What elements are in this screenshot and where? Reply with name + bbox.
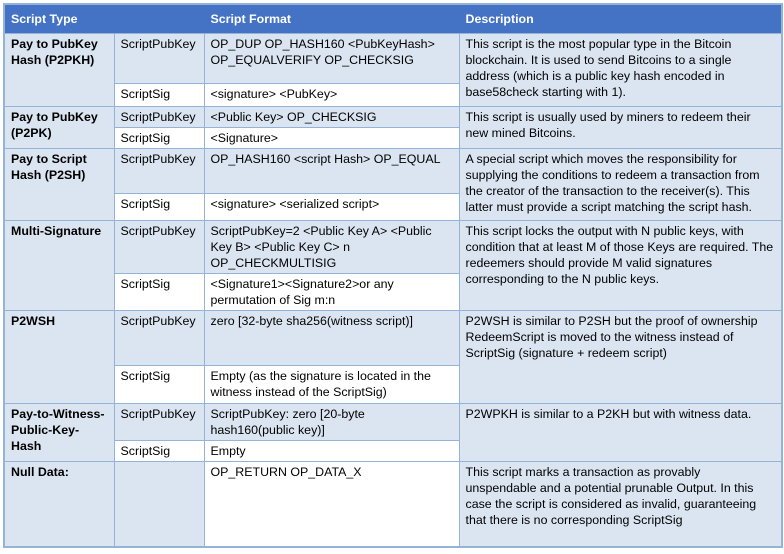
description-cell: This script is usually used by miners to redeem their new mined Bitcoins. — [459, 107, 782, 149]
script-label-cell: ScriptSig — [114, 441, 204, 462]
script-format-cell: OP_HASH160 <script Hash> OP_EQUAL — [204, 149, 459, 194]
table-row — [4, 404, 782, 441]
script-type-cell: Pay to PubKey (P2PK) — [4, 107, 114, 149]
script-label-cell: ScriptPubKey — [114, 311, 204, 366]
script-type-cell: Pay-to-Witness-Public-Key-Hash — [4, 404, 114, 462]
script-label-cell: ScriptSig — [114, 84, 204, 107]
description-cell: P2WSH is similar to P2SH but the proof of ownership RedeemScript is moved to the witness instead of ScriptSig (signature + redeem script) — [459, 311, 782, 404]
script-format-cell: <Signature> — [204, 128, 459, 149]
script-label-cell: ScriptSig — [114, 366, 204, 404]
description-cell: This script marks a transaction as provably unspendable and a potential prunable Output. In this case the script is considered as invalid, guaranteeing that there is no corresponding ScriptSig — [459, 462, 782, 547]
header-cell-script-type: Script Type — [4, 4, 114, 34]
script-label-cell: ScriptSig — [114, 194, 204, 221]
script-type-cell: Null Data: — [4, 462, 114, 547]
script-label-cell: ScriptPubKey — [114, 404, 204, 441]
table-header-row — [4, 4, 782, 34]
description-cell: This script is the most popular type in the Bitcoin blockchain. It is used to send Bitcoins to a single address (which is a public key hash encoded in base58check starting with 1). — [459, 34, 782, 107]
table-row — [4, 149, 782, 194]
script-label-cell: ScriptPubKey — [114, 221, 204, 274]
table-row — [4, 221, 782, 274]
script-type-cell: P2WSH — [4, 311, 114, 404]
header-cell-description: Description — [459, 4, 782, 34]
script-format-cell: <signature> <serialized script> — [204, 194, 459, 221]
script-label-cell — [114, 462, 204, 547]
table-row — [4, 107, 782, 128]
script-format-cell: <Signature1><Signature2>or any permutation of Sig m:n — [204, 274, 459, 311]
script-label-cell: ScriptPubKey — [114, 107, 204, 128]
script-format-cell: ScriptPubKey=2 <Public Key A> <Public Key B> <Public Key C> n OP_CHECKMULTISIG — [204, 221, 459, 274]
table-row — [4, 462, 782, 547]
script-format-cell: Empty — [204, 441, 459, 462]
description-cell: P2WPKH is similar to a P2KH but with witness data. — [459, 404, 782, 462]
table-row — [4, 34, 782, 84]
script-type-cell: Pay to PubKey Hash (P2PKH) — [4, 34, 114, 107]
header-cell-script-format: Script Format — [204, 4, 459, 34]
script-type-cell: Pay to Script Hash (P2SH) — [4, 149, 114, 221]
script-format-cell: ScriptPubKey: zero [20-byte hash160(public key)] — [204, 404, 459, 441]
script-type-cell: Multi-Signature — [4, 221, 114, 311]
script-format-cell: zero [32-byte sha256(witness script)] — [204, 311, 459, 366]
script-label-cell: ScriptSig — [114, 274, 204, 311]
header-cell-label-column — [114, 4, 204, 34]
description-cell: A special script which moves the responsibility for supplying the conditions to redeem a transaction from the creator of the transaction to the receiver(s). This latter must provide a script matching the script hash. — [459, 149, 782, 221]
bitcoin-script-types-table — [3, 3, 783, 548]
script-label-cell: ScriptPubKey — [114, 34, 204, 84]
script-label-cell: ScriptPubKey — [114, 149, 204, 194]
script-label-cell: ScriptSig — [114, 128, 204, 149]
script-format-cell: <signature> <PubKey> — [204, 84, 459, 107]
script-format-cell: OP_DUP OP_HASH160 <PubKeyHash> OP_EQUALVERIFY OP_CHECKSIG — [204, 34, 459, 84]
script-format-cell: Empty (as the signature is located in the witness instead of the ScriptSig) — [204, 366, 459, 404]
script-format-cell: OP_RETURN OP_DATA_X — [204, 462, 459, 547]
description-cell: This script locks the output with N public keys, with condition that at least M of those Keys are required. The redeemers should provide M valid signatures corresponding to the N public keys. — [459, 221, 782, 311]
table-row — [4, 311, 782, 366]
script-format-cell: <Public Key> OP_CHECKSIG — [204, 107, 459, 128]
